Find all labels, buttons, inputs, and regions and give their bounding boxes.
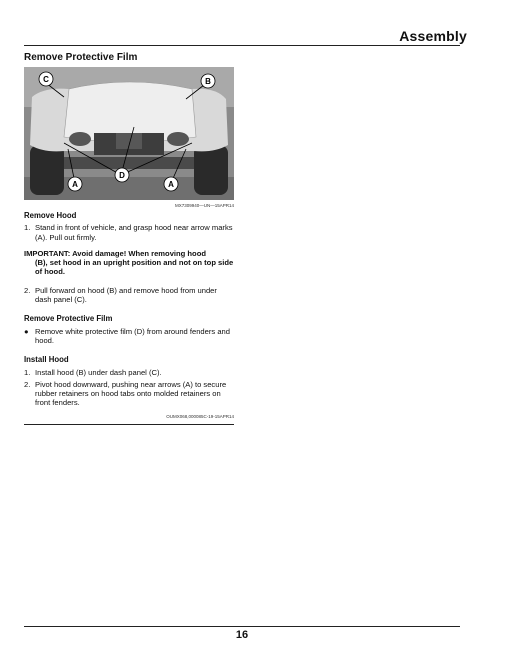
step-text: Pull forward on hood (B) and remove hood from under dash panel (C). (35, 285, 217, 305)
install-hood-step (24, 368, 234, 377)
step-text: Stand in front of vehicle, and grasp hood near arrow marks (A). Pull out firmly. (35, 223, 233, 242)
callout-d (115, 168, 129, 182)
page-title: Assembly (399, 28, 467, 44)
important-line-1: IMPORTANT: Avoid damage! When removing hood (24, 248, 206, 258)
important-line-rest: (B), set hood in an upright position and not on top side of hood. (35, 258, 234, 277)
step-text: Install hood (B) under dash panel (C). (35, 367, 162, 377)
callout-a-left (68, 177, 82, 191)
step-text: Pivot hood downward, pushing near arrows (A) to secure rubber retainers on hood tabs onto molded retainers on front fenders. (35, 379, 227, 408)
footer-rule (24, 626, 460, 627)
svg-text:A: A (168, 180, 174, 189)
bullet-icon: ● (24, 326, 29, 336)
install-hood-step (24, 380, 234, 408)
svg-text:A: A (72, 180, 78, 189)
section-end-code: OUMX068,000085C-19-15APR14 (166, 413, 234, 419)
page-number: 16 (235, 629, 249, 641)
callout-c (39, 72, 53, 86)
section-title: Remove Protective Film (24, 52, 138, 63)
header-rule (24, 45, 460, 46)
important-notice (24, 249, 234, 277)
svg-text:C: C (43, 75, 49, 84)
callout-b (201, 74, 215, 88)
remove-hood-step (24, 286, 234, 305)
bullet-text: Remove white protective film (D) from around fenders and hood. (35, 326, 230, 345)
remove-hood-heading: Remove Hood (24, 211, 77, 220)
step-number: 2. (24, 285, 31, 295)
install-hood-heading: Install Hood (24, 355, 69, 365)
step-number: 1. (24, 367, 31, 377)
remove-film-item (24, 327, 234, 346)
vehicle-photo (24, 67, 234, 200)
remove-film-heading: Remove Protective Film (24, 314, 113, 324)
callout-a-right (164, 177, 178, 191)
svg-text:B: B (205, 77, 211, 86)
figure-code: MX7309940—UN—15APR14 (174, 203, 234, 208)
step-number: 1. (24, 223, 31, 233)
vehicle-illustration (24, 67, 234, 200)
remove-hood-step (24, 223, 234, 242)
step-number: 2. (24, 379, 31, 389)
section-end-rule (24, 424, 234, 425)
svg-text:D: D (119, 171, 125, 180)
instructions (24, 211, 234, 425)
